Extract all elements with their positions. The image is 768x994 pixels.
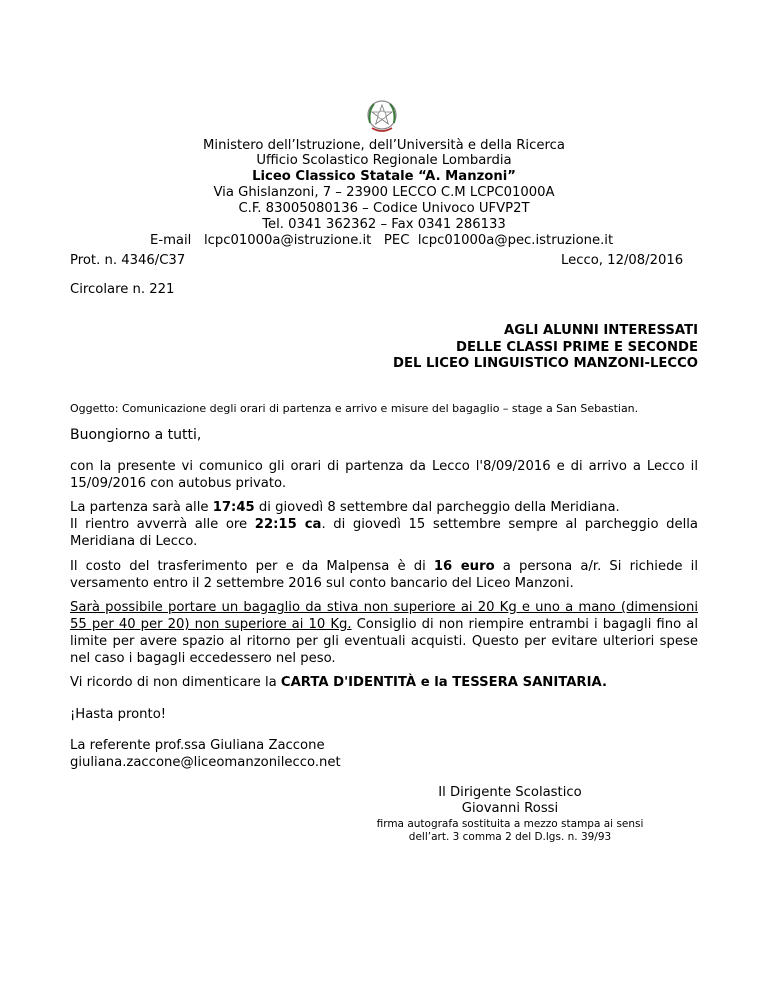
cost-text-end: a persona a/r. Si richiede il versamento entro il 2 settembre 2016 sul conto bancario del Liceo Manzoni. xyxy=(70,559,699,591)
place-date: Lecco, 12/08/2016 xyxy=(561,253,684,268)
paragraph-departure-return xyxy=(70,499,698,550)
return-text-end: . di giovedì 15 settembre sempre al parcheggio della Meridiana di Lecco. xyxy=(70,517,698,549)
documents-required: CARTA D'IDENTITÀ e la TESSERA SANITARIA. xyxy=(280,675,607,690)
cost-text: Il costo del trasferimento per e da Malpensa è di xyxy=(70,559,434,574)
pec-label: PEC xyxy=(383,233,410,248)
departure-text-end: di giovedì 8 settembre dal parcheggio della Meridiana. xyxy=(254,500,620,515)
subject-line: Oggetto: Comunicazione degli orari di partenza e arrivo e misure del bagaglio – stage a San Sebastian. xyxy=(70,402,639,415)
circular-number: Circolare n. 221 xyxy=(70,282,175,297)
italian-republic-emblem-icon xyxy=(364,97,400,135)
regional-office: Ufficio Scolastico Regionale Lombardia xyxy=(256,153,512,168)
phone-fax: Tel. 0341 362362 – Fax 0341 286133 xyxy=(262,217,506,232)
recipient-line: DELLE CLASSI PRIME E SECONDE xyxy=(456,340,698,355)
school-name: Liceo Classico Statale “A. Manzoni” xyxy=(252,169,516,184)
luggage-advice: Consiglio di non riempire entrambi i bagagli fino al limite per avere spazio al ritorno per gli eventuali acquisti. Questo per evitare ulteriori spese nel caso i bagagli eccedessero nel peso. xyxy=(70,617,698,666)
paragraph-cost xyxy=(70,558,698,592)
departure-text: La partenza sarà alle xyxy=(70,500,213,515)
departure-time: 17:45 xyxy=(212,500,255,515)
fiscal-code: C.F. 83005080136 – Codice Univoco UFVP2T xyxy=(238,201,530,216)
email-address[interactable]: lcpc01000a@istruzione.it xyxy=(203,233,372,248)
signature-note: firma autografa sostituita a mezzo stampa ai sensi xyxy=(376,818,644,830)
signature-role: Il Dirigente Scolastico xyxy=(438,785,582,800)
paragraph-documents xyxy=(70,674,698,691)
protocol-number: Prot. n. 4346/C37 xyxy=(70,253,186,268)
pec-address[interactable]: lcpc01000a@pec.istruzione.it xyxy=(417,233,614,248)
paragraph-dates: con la presente vi comunico gli orari di partenza da Lecco l'8/09/2016 e di arrivo a Lecco il 15/09/2016 con autobus privato. xyxy=(70,459,698,491)
cost-amount: 16 euro xyxy=(433,559,495,574)
farewell: ¡Hasta pronto! xyxy=(70,707,167,722)
luggage-limits: Sarà possibile portare un bagaglio da stiva non superiore ai 20 Kg e uno a mano (dimensioni 55 per 40 per 20) non superiore ai 10 Kg. xyxy=(70,600,698,632)
referent-name: La referente prof.ssa Giuliana Zaccone xyxy=(70,738,325,753)
paragraph-luggage xyxy=(70,599,698,667)
email-label: E-mail xyxy=(150,233,192,248)
documents-text: Vi ricordo di non dimenticare la xyxy=(70,675,281,690)
signature-note: dell’art. 3 comma 2 del D.lgs. n. 39/93 xyxy=(408,831,612,843)
signature-name: Giovanni Rossi xyxy=(461,801,559,816)
recipient-line: DEL LICEO LINGUISTICO MANZONI-LECCO xyxy=(393,356,698,371)
return-time: 22:15 ca xyxy=(254,517,322,532)
greeting: Buongiorno a tutti, xyxy=(70,427,202,443)
referent-email[interactable]: giuliana.zaccone@liceomanzonilecco.net xyxy=(70,755,341,770)
return-text: Il rientro avverrà alle ore xyxy=(70,517,255,532)
email-row xyxy=(150,233,613,248)
ministry-name: Ministero dell’Istruzione, dell’Università e della Ricerca xyxy=(203,138,565,153)
recipient-line: AGLI ALUNNI INTERESSATI xyxy=(504,323,698,338)
school-address: Via Ghislanzoni, 7 – 23900 LECCO C.M LCPC01000A xyxy=(213,185,555,200)
